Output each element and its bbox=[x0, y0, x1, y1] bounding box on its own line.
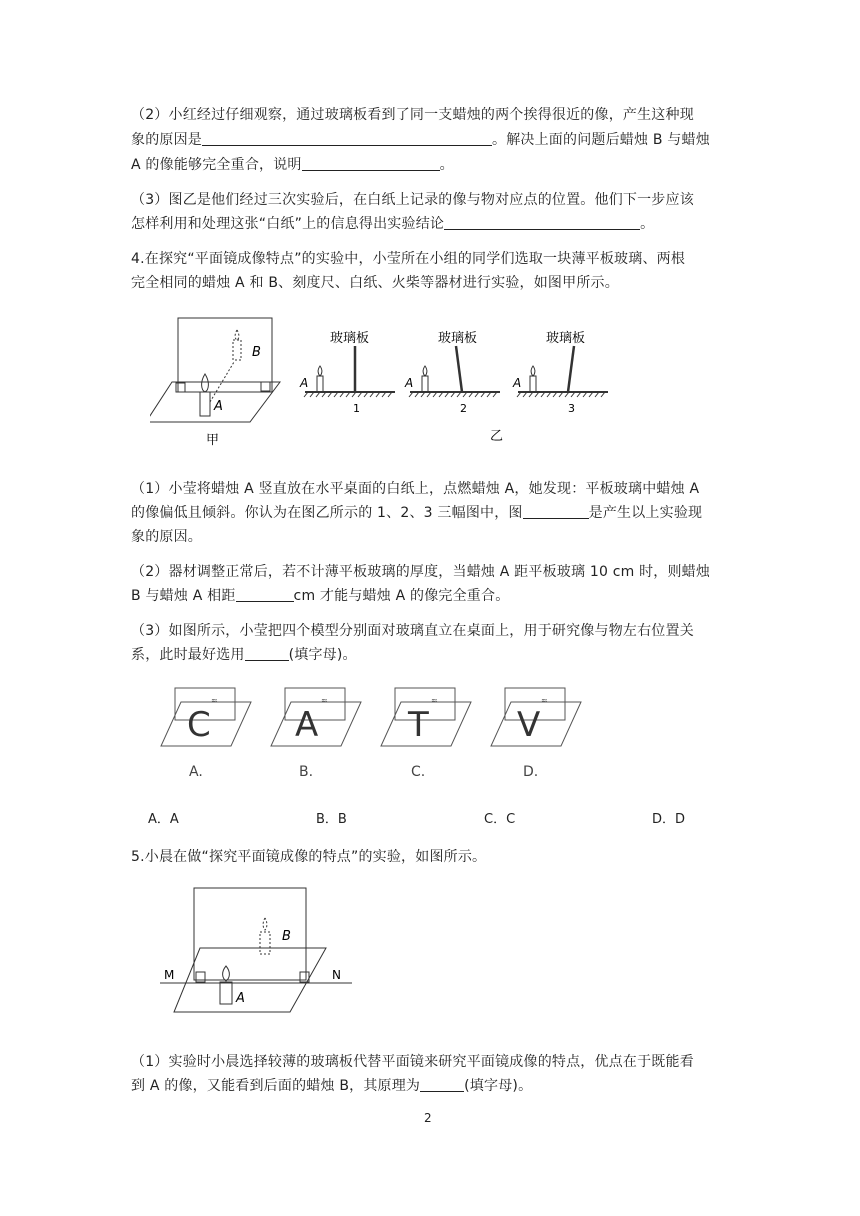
answer-blank[interactable] bbox=[245, 645, 289, 661]
option-d[interactable]: D．D bbox=[652, 812, 686, 827]
panel-number-2: 2 bbox=[460, 402, 467, 415]
q4-options bbox=[148, 808, 708, 828]
answer-blank[interactable] bbox=[444, 214, 640, 230]
model-letter-a: C bbox=[187, 705, 211, 745]
support-block bbox=[176, 383, 185, 392]
answer-blank[interactable] bbox=[202, 130, 492, 146]
label-b: B bbox=[252, 345, 261, 360]
glass-label-1: 玻璃板 bbox=[330, 331, 370, 346]
option-a[interactable]: A．A bbox=[148, 812, 179, 827]
answer-blank[interactable] bbox=[420, 1076, 464, 1092]
label-n: N bbox=[332, 968, 341, 982]
q3-part2-line1: （2）小红经过仔细观察，通过玻璃板看到了同一支蜡烛的两个挨得很近的像，产生这种现 bbox=[131, 107, 694, 123]
option-b[interactable]: B．B bbox=[316, 812, 347, 827]
q5-intro: 5.小晨在做“探究平面镜成像的特点”的实验，如图所示。 bbox=[131, 849, 487, 865]
support-block bbox=[261, 382, 270, 391]
glass-label-3: 玻璃板 bbox=[546, 331, 586, 346]
candle-a-body bbox=[200, 392, 210, 416]
model-caption-a: A. bbox=[189, 764, 203, 780]
panel-number-1: 1 bbox=[353, 402, 360, 415]
q4-models-figure bbox=[155, 684, 595, 784]
option-c[interactable]: C．C bbox=[484, 812, 516, 827]
label-a-3: A bbox=[513, 376, 522, 390]
panel-1 bbox=[304, 346, 395, 397]
answer-blank[interactable] bbox=[523, 503, 589, 519]
q4-part3-line2: 系，此时最好选用 (填字母)。 bbox=[131, 647, 357, 663]
page-number: 2 bbox=[424, 1111, 432, 1125]
q4-part2-line2: B 与蜡烛 A 相距 cm 才能与蜡烛 A 的像完全重合。 bbox=[131, 588, 510, 604]
model-caption-d: D. bbox=[523, 764, 539, 780]
svg-text:≈: ≈ bbox=[431, 696, 438, 705]
candle-a-flame bbox=[202, 374, 209, 392]
label-a: A bbox=[214, 399, 223, 414]
q4-part1-line1: （1）小莹将蜡烛 A 竖直放在水平桌面的白纸上，点燃蜡烛 A，她发现：平板玻璃中蜡烛 A bbox=[131, 481, 700, 497]
svg-text:≈: ≈ bbox=[541, 696, 548, 705]
model-caption-b: B. bbox=[299, 764, 314, 780]
label-a: A bbox=[236, 991, 245, 1006]
model-caption-c: C. bbox=[411, 764, 426, 780]
q4-part2-line1: （2）器材调整正常后，若不计薄平板玻璃的厚度，当蜡烛 A 距平板玻璃 10 cm 时，则蜡烛 bbox=[131, 564, 711, 580]
q4-intro-line2: 完全相同的蜡烛 A 和 B、刻度尺、白纸、火柴等器材进行实验，如图甲所示。 bbox=[131, 275, 619, 291]
q4-figure bbox=[150, 312, 620, 452]
answer-blank[interactable] bbox=[236, 586, 294, 602]
candle-b-body bbox=[233, 340, 241, 360]
label-a-2: A bbox=[405, 376, 414, 390]
q3-part3-line2: 怎样利用和处理这张“白纸”上的信息得出实验结论 。 bbox=[131, 216, 655, 232]
q3-part3-line1: （3）图乙是他们经过三次实验后，在白纸上记录的像与物对应点的位置。他们下一步应该 bbox=[131, 192, 694, 208]
q5-part1-line1: （1）实验时小晨选择较薄的玻璃板代替平面镜来研究平面镜成像的特点，优点在于既能看 bbox=[131, 1054, 694, 1070]
panel-number-3: 3 bbox=[568, 402, 575, 415]
q5-figure bbox=[160, 884, 360, 1024]
glass-label-2: 玻璃板 bbox=[438, 331, 478, 346]
label-a-1: A bbox=[300, 376, 309, 390]
model-letter-b: A bbox=[295, 705, 319, 745]
candle-a-body bbox=[220, 982, 232, 1004]
q4-part1-line2: 的像偏低且倾斜。你认为在图乙所示的 1、2、3 三幅图中，图 是产生以上实验现 bbox=[131, 505, 703, 521]
q4-intro-line1: 4.在探究“平面镜成像特点”的实验中，小莹所在小组的同学们选取一块薄平板玻璃、两根 bbox=[131, 251, 686, 267]
q3-part2-line2: 象的原因是 。解决上面的问题后蜡烛 B 与蜡烛 bbox=[131, 132, 710, 148]
label-m: M bbox=[164, 968, 175, 982]
answer-blank[interactable] bbox=[302, 155, 440, 171]
candle-a-flame bbox=[223, 966, 230, 981]
q4-part1-line3: 象的原因。 bbox=[131, 529, 202, 545]
q5-part1-line2: 到 A 的像，又能看到后面的蜡烛 B，其原理为 (填字母)。 bbox=[131, 1078, 533, 1094]
panel-2 bbox=[409, 346, 500, 397]
q3-part2-line3: A 的像能够完全重合，说明 。 bbox=[131, 157, 454, 173]
candle-b-body bbox=[260, 932, 270, 954]
label-yi: 乙 bbox=[490, 429, 504, 444]
svg-text:≈: ≈ bbox=[321, 696, 328, 705]
label-jia: 甲 bbox=[206, 433, 220, 448]
model-letter-c: T bbox=[408, 705, 429, 745]
model-letter-d: V bbox=[517, 705, 541, 745]
svg-text:≈: ≈ bbox=[211, 696, 218, 705]
label-b: B bbox=[282, 929, 291, 944]
panel-3 bbox=[517, 346, 608, 397]
q4-part3-line1: （3）如图所示，小莹把四个模型分别面对玻璃直立在桌面上，用于研究像与物左右位置关 bbox=[131, 623, 694, 639]
